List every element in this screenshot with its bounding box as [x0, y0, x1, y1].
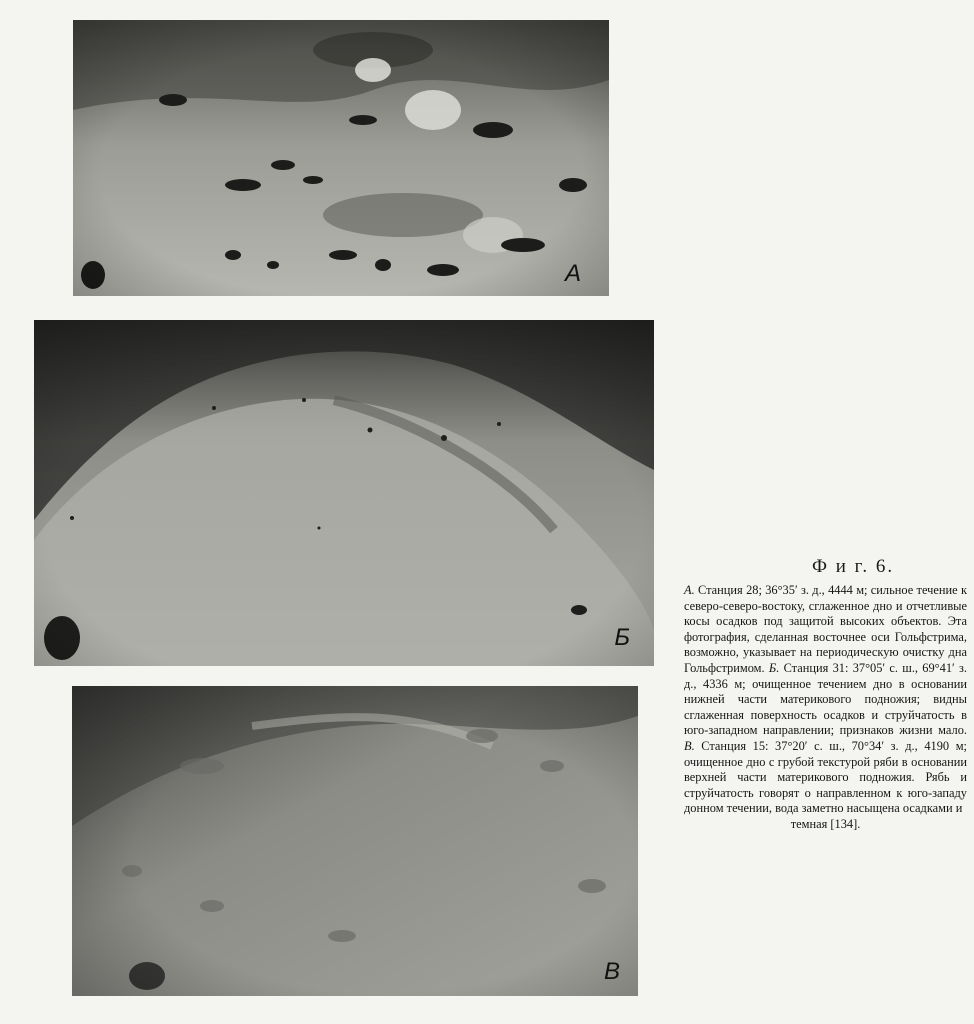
- photo-a-image: [73, 20, 609, 296]
- caption-b-label: Б.: [768, 660, 780, 675]
- photo-b: [34, 320, 654, 666]
- photo-c-image: [72, 686, 638, 996]
- photo-b-label: Б: [614, 624, 630, 651]
- caption-c-end: темная [134].: [790, 816, 861, 831]
- photo-c: [72, 686, 638, 996]
- caption-c-label: В.: [684, 738, 695, 753]
- caption-a-text: Станция 28; 36°35′ з. д., 4444 м; сильное течение к северо-северо-востоку, сглаженное дно и отчетливые косы осадков под защитой высоких объектов. Эта фотография, сделанная восточнее оси Гольфстрима, возможно, указывает на периодическую очистку дна Гольфстримом.: [684, 583, 967, 675]
- caption-a-label: А.: [684, 583, 695, 597]
- figure-caption: [684, 583, 967, 833]
- figure-title: Ф и г. 6.: [812, 556, 895, 577]
- caption-c-text: Станция 15: 37°20′ с. ш., 70°34′ з. д., 4190 м; очищенное дно с грубой текстурой ряби в основании верхней части материкового подножия. Рябь и струйчатость говорят о направленном к юго-западу донном течении, вода заметно насыщена осадками и: [684, 738, 967, 816]
- photo-b-image: [34, 320, 654, 666]
- photo-c-label: В: [603, 958, 620, 985]
- photo-a: [73, 20, 609, 296]
- caption-b-text: Станция 31: 37°05′ с. ш., 69°41′ з. д., 4336 м; очищенное течением дно в основании нижней части материкового подножия; видны сглаженная поверхность осадков и струйчатость в юго-западном направлении; признаков жизни мало.: [684, 660, 967, 738]
- photo-a-label: A: [564, 260, 581, 287]
